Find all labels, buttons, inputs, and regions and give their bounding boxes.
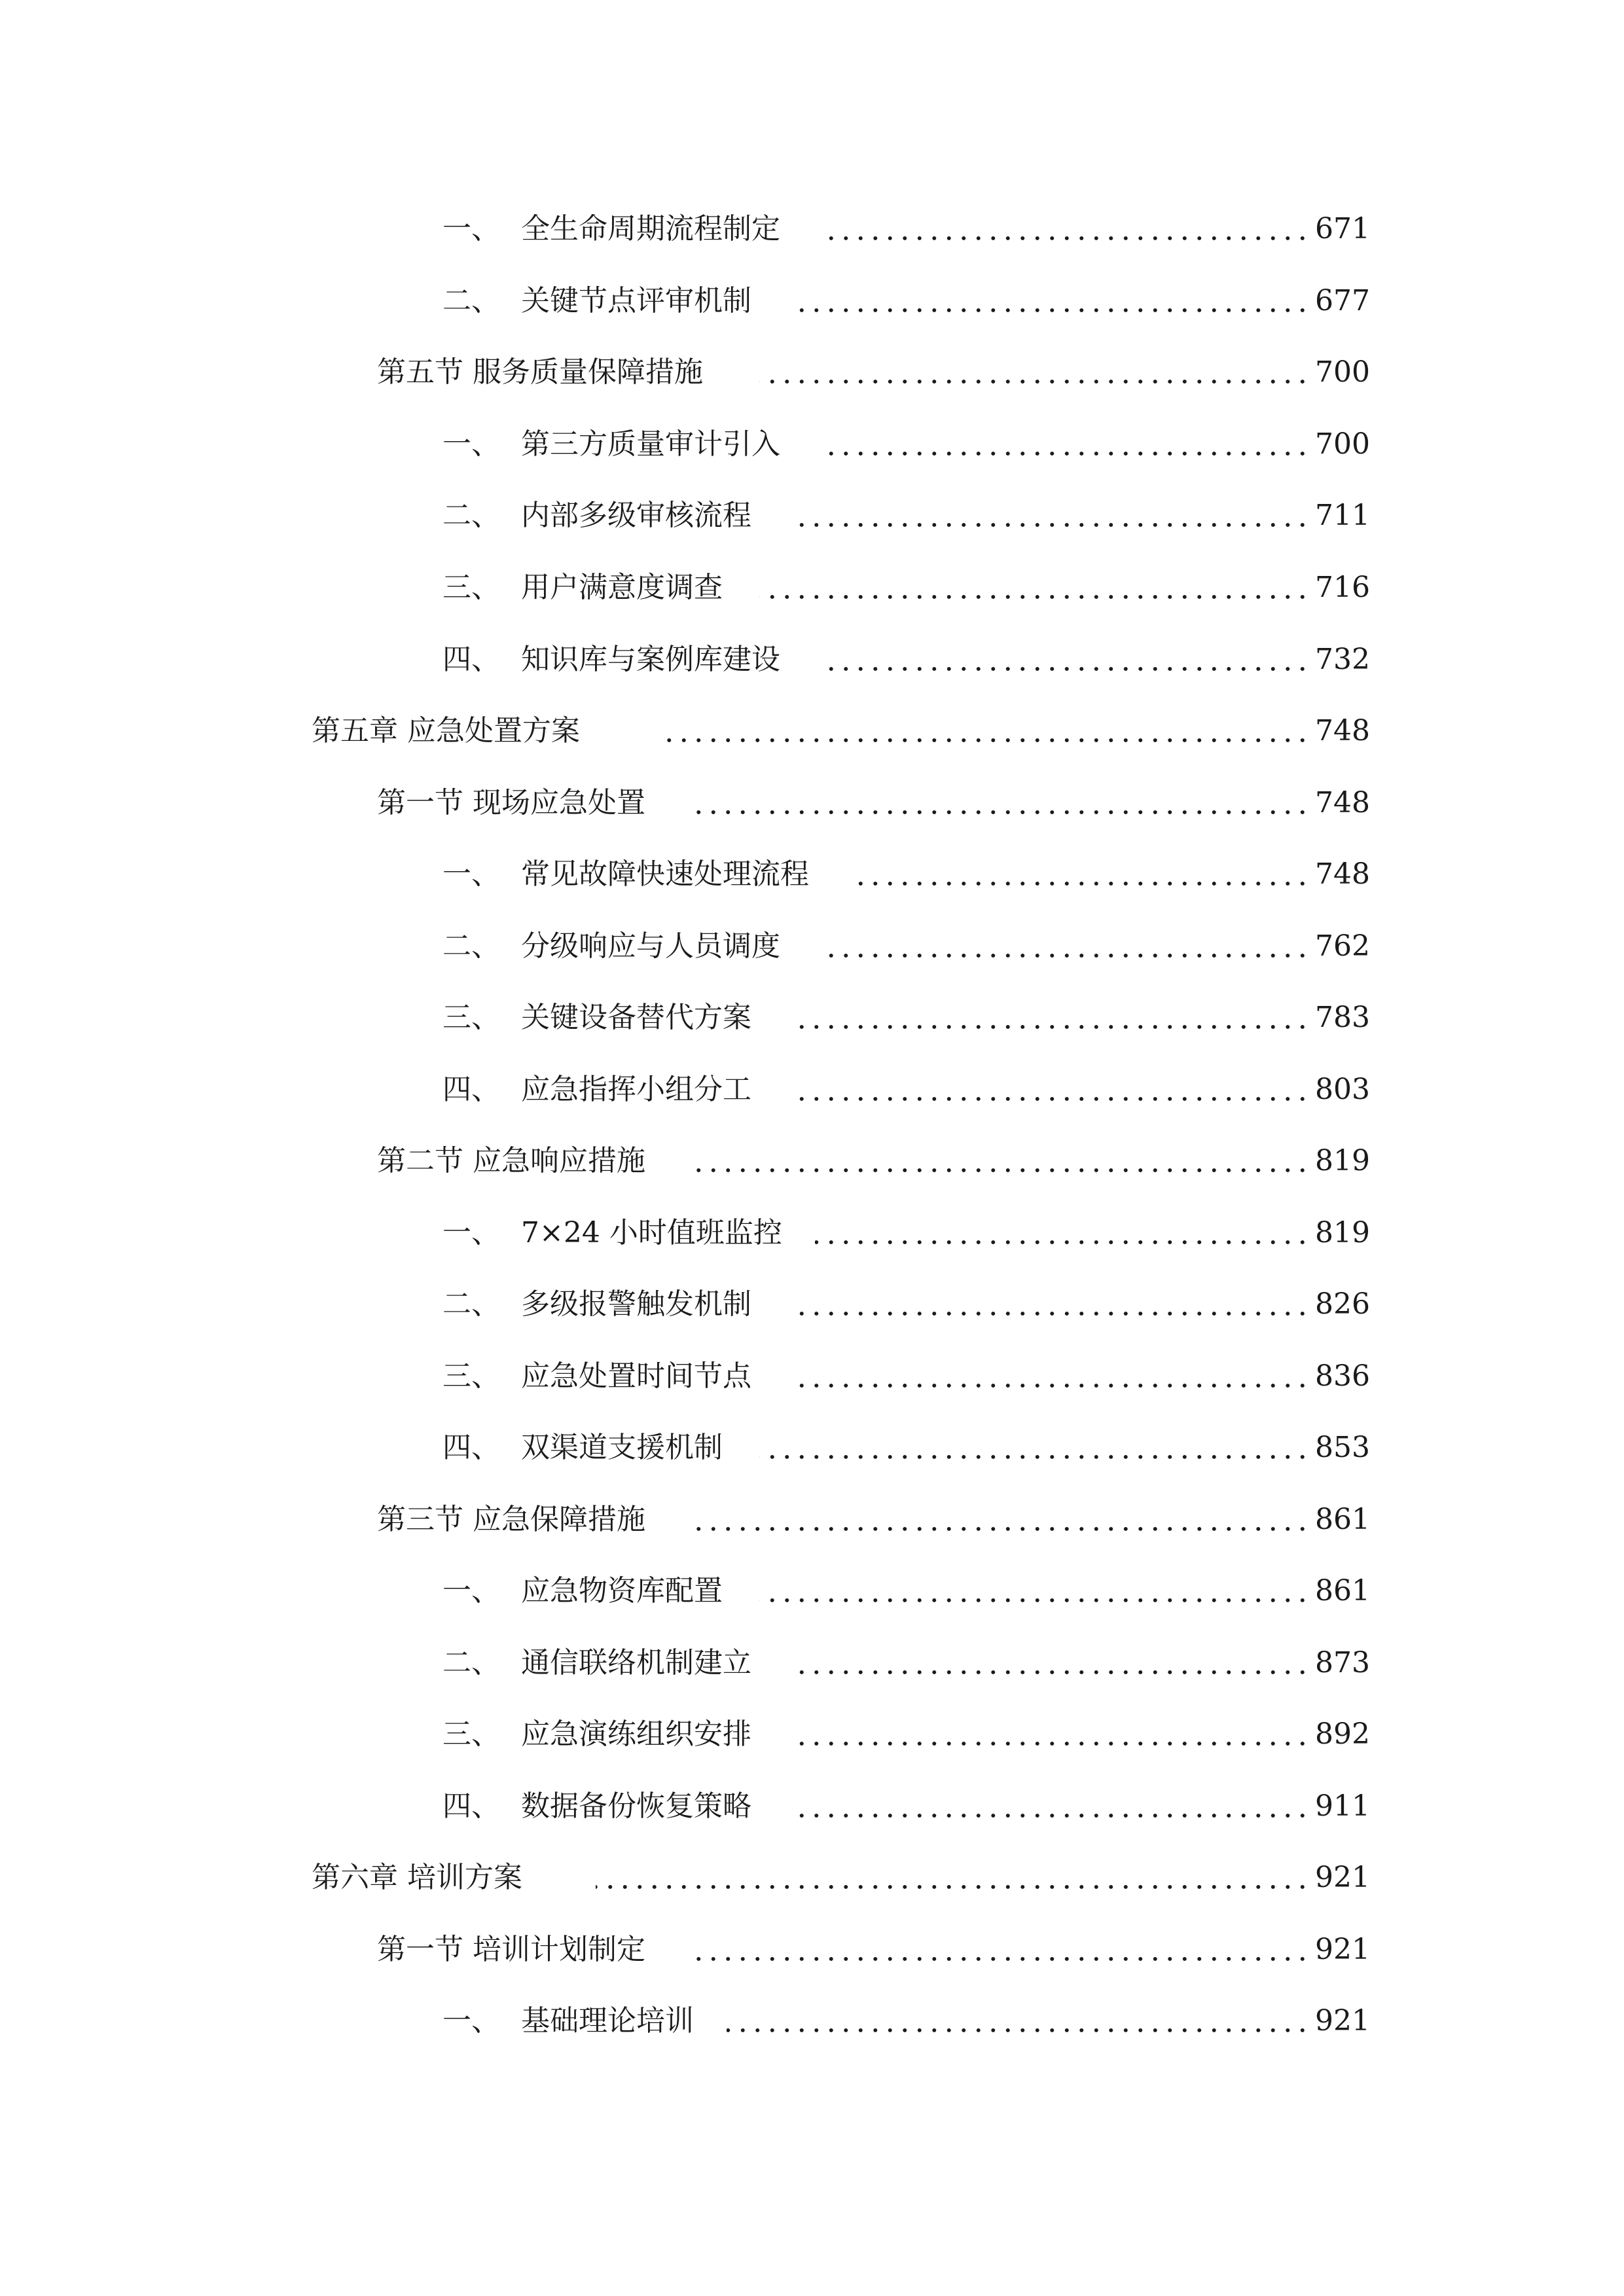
toc-entry-number: 二、 <box>442 284 500 317</box>
toc-entry-title: 第五章 应急处置方案 <box>312 714 580 747</box>
toc-entry[interactable] <box>0 1278 1624 1331</box>
toc-entry-number: 二、 <box>442 929 500 963</box>
toc-entry[interactable] <box>0 346 1624 399</box>
toc-entry[interactable] <box>0 490 1624 542</box>
toc-entry-title: 关键设备替代方案 <box>521 1001 751 1034</box>
dot-leader <box>694 1956 1310 1962</box>
toc-entry-title: 关键节点评审机制 <box>521 284 751 317</box>
toc-entry[interactable] <box>0 920 1624 973</box>
toc-entry[interactable] <box>0 1350 1624 1403</box>
toc-entry[interactable] <box>0 1565 1624 1617</box>
toc-entry-number: 二、 <box>442 1287 500 1321</box>
toc-entry-number: 一、 <box>442 1216 500 1249</box>
dot-leader <box>759 1454 1310 1460</box>
toc-entry-title: 7×24 小时值班监控 <box>521 1216 782 1249</box>
toc-entry-title: 基础理论培训 <box>521 2004 694 2037</box>
dot-leader <box>792 1741 1310 1746</box>
toc-entry[interactable] <box>0 1207 1624 1259</box>
dot-leader <box>727 2028 1310 2033</box>
dot-leader <box>792 1383 1310 1388</box>
toc-entry-title: 双渠道支援机制 <box>521 1431 723 1464</box>
toc-entry-title: 应急物资库配置 <box>521 1574 723 1607</box>
toc-entry-page: 819 <box>1315 1144 1370 1177</box>
toc-entry-page: 803 <box>1315 1073 1370 1106</box>
dot-leader <box>759 379 1310 384</box>
toc-entry[interactable] <box>0 1780 1624 1833</box>
toc-entry-number: 四、 <box>442 1789 500 1823</box>
toc-entry[interactable] <box>0 1494 1624 1546</box>
dot-leader <box>792 1311 1310 1316</box>
toc-entry[interactable] <box>0 1422 1624 1474</box>
toc-entry-title: 常见故障快速处理流程 <box>521 857 809 891</box>
toc-entry-title: 第二节 应急响应措施 <box>377 1144 645 1177</box>
toc-entry-title: 应急处置时间节点 <box>521 1359 751 1393</box>
toc-entry-page: 853 <box>1315 1431 1370 1464</box>
toc-entry[interactable] <box>0 1995 1624 2047</box>
toc-entry-number: 三、 <box>442 1717 500 1751</box>
toc-entry[interactable] <box>0 1708 1624 1761</box>
dot-leader <box>759 1598 1310 1603</box>
toc-entry-title: 多级报警触发机制 <box>521 1287 751 1321</box>
toc-entry-page: 732 <box>1315 643 1370 676</box>
toc-entry-title: 全生命周期流程制定 <box>521 212 780 245</box>
toc-entry-title: 第一节 培训计划制定 <box>377 1933 645 1966</box>
dot-leader <box>815 1240 1310 1245</box>
toc-entry[interactable] <box>0 562 1624 614</box>
toc-entry[interactable] <box>0 1064 1624 1116</box>
toc-entry[interactable] <box>0 992 1624 1044</box>
toc-entry[interactable] <box>0 203 1624 255</box>
toc-entry-page: 873 <box>1315 1646 1370 1679</box>
toc-entry-number: 三、 <box>442 1359 500 1393</box>
toc-entry-number: 二、 <box>442 499 500 532</box>
toc-entry-title: 通信联络机制建立 <box>521 1646 751 1679</box>
toc-entry[interactable] <box>0 275 1624 327</box>
toc-entry-page: 921 <box>1315 1861 1370 1894</box>
toc-entry-page: 716 <box>1315 571 1370 604</box>
dot-leader <box>825 236 1310 241</box>
toc-entry-title: 数据备份恢复策略 <box>521 1789 751 1823</box>
toc-entry[interactable] <box>0 777 1624 829</box>
toc-entry-number: 四、 <box>442 1073 500 1106</box>
dot-leader <box>792 1096 1310 1102</box>
toc-entry-title: 第五节 服务质量保障措施 <box>377 355 703 389</box>
toc-entry[interactable] <box>0 1924 1624 1976</box>
toc-entry-title: 应急演练组织安排 <box>521 1717 751 1751</box>
dot-leader <box>596 1884 1310 1890</box>
toc-entry-page: 911 <box>1315 1789 1370 1823</box>
dot-leader <box>759 594 1310 600</box>
toc-entry[interactable] <box>0 1135 1624 1187</box>
toc-entry-number: 一、 <box>442 857 500 891</box>
toc-entry-page: 892 <box>1315 1717 1370 1751</box>
toc-entry-title: 分级响应与人员调度 <box>521 929 780 963</box>
toc-entry-number: 三、 <box>442 1001 500 1034</box>
dot-leader <box>792 522 1310 528</box>
toc-entry[interactable] <box>0 848 1624 901</box>
toc-entry-title: 第六章 培训方案 <box>312 1861 522 1894</box>
toc-entry-page: 826 <box>1315 1287 1370 1321</box>
toc-entry-number: 一、 <box>442 212 500 245</box>
dot-leader <box>694 1168 1310 1173</box>
toc-entry-title: 第一节 现场应急处置 <box>377 786 645 819</box>
dot-leader <box>694 1526 1310 1532</box>
toc-entry-page: 711 <box>1315 499 1370 532</box>
dot-leader <box>825 953 1310 958</box>
toc-entry-title: 第三方质量审计引入 <box>521 427 780 461</box>
toc-entry-page: 762 <box>1315 929 1370 963</box>
toc-entry[interactable] <box>0 634 1624 686</box>
toc-entry-title: 知识库与案例库建设 <box>521 643 780 676</box>
toc-entry-number: 二、 <box>442 1646 500 1679</box>
toc-entry-number: 三、 <box>442 571 500 604</box>
toc-entry-number: 四、 <box>442 1431 500 1464</box>
toc-entry[interactable] <box>0 418 1624 471</box>
toc-entry-title: 用户满意度调查 <box>521 571 723 604</box>
toc-entry-page: 748 <box>1315 714 1370 747</box>
dot-leader <box>792 1813 1310 1818</box>
toc-entry-page: 671 <box>1315 212 1370 245</box>
dot-leader <box>825 451 1310 456</box>
toc-entry-page: 783 <box>1315 1001 1370 1034</box>
dot-leader <box>792 1024 1310 1030</box>
toc-entry-page: 836 <box>1315 1359 1370 1393</box>
toc-entry-title: 第三节 应急保障措施 <box>377 1503 645 1536</box>
toc-entry[interactable] <box>0 1637 1624 1689</box>
toc-entry-number: 一、 <box>442 2004 500 2037</box>
toc-entry-page: 921 <box>1315 1933 1370 1966</box>
dot-leader <box>694 810 1310 815</box>
toc-entry-number: 一、 <box>442 427 500 461</box>
dot-leader <box>825 666 1310 672</box>
dot-leader <box>792 1670 1310 1675</box>
dot-leader <box>792 308 1310 313</box>
toc-entry[interactable] <box>0 1852 1624 1904</box>
toc-entry-page: 748 <box>1315 786 1370 819</box>
toc-entry-number: 四、 <box>442 643 500 676</box>
toc-entry[interactable] <box>0 705 1624 757</box>
toc-entry-title: 应急指挥小组分工 <box>521 1073 751 1106</box>
toc-entry-page: 700 <box>1315 355 1370 389</box>
toc-entry-page: 748 <box>1315 857 1370 891</box>
toc-entry-page: 861 <box>1315 1574 1370 1607</box>
toc-entry-page: 861 <box>1315 1503 1370 1536</box>
toc-entry-page: 677 <box>1315 284 1370 317</box>
toc-entry-title: 内部多级审核流程 <box>521 499 751 532</box>
dot-leader <box>857 881 1310 886</box>
toc-entry-number: 一、 <box>442 1574 500 1607</box>
toc-entry-page: 700 <box>1315 427 1370 461</box>
toc-entry-page: 819 <box>1315 1216 1370 1249</box>
toc-entry-page: 921 <box>1315 2004 1370 2037</box>
dot-leader <box>661 738 1310 743</box>
